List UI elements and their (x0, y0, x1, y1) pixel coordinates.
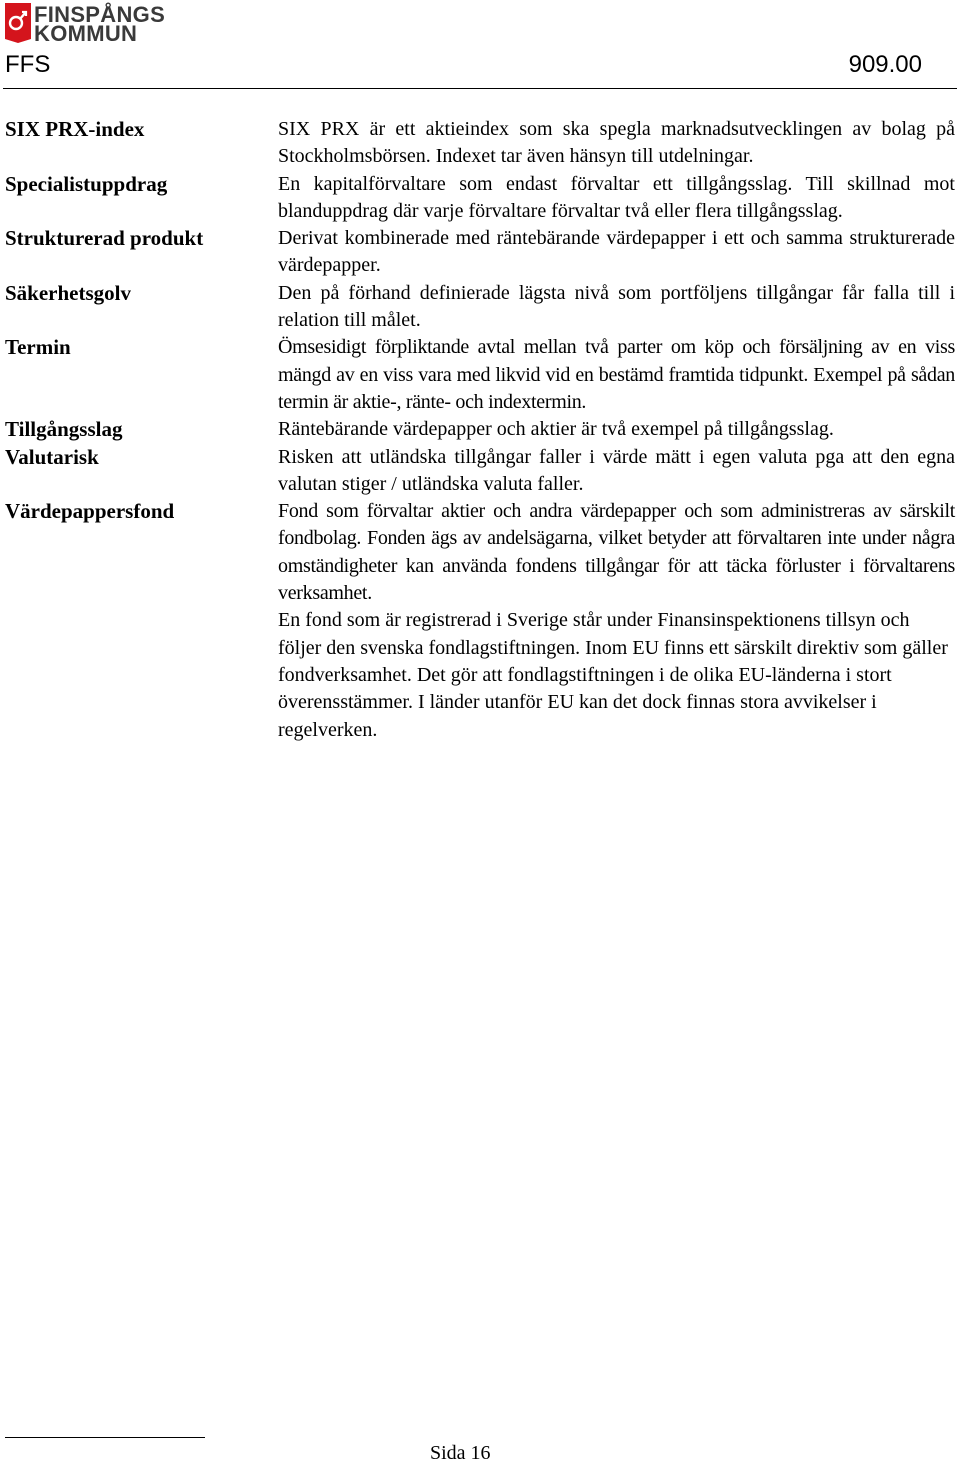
glossary-term: Valutarisk (5, 444, 99, 469)
logo-text-line1: FINSPÅNGS (34, 2, 166, 27)
glossary-entry (0, 171, 960, 226)
municipality-logo (5, 3, 175, 45)
definition-paragraph: Fond som förvaltar aktier och andra värdepapper och som administreras av särskilt fondbolag. Fonden ägs av andelsägarna, vilket betyder att förvaltaren inte under några omständigheter kan använda fondens tillgångar för att täcka förluster i förvaltarens verksamhet. (278, 500, 955, 605)
glossary-entry (0, 116, 960, 171)
definition-paragraph: Den på förhand definierade lägsta nivå som portföljens tillgångar får falla till i relation till målet. (278, 281, 955, 332)
definition-paragraph: En kapitalförvaltare som endast förvaltar ett tillgångsslag. Till skillnad mot blanduppdrag där varje förvaltare förvaltar två eller flera tillgångsslag. (278, 172, 955, 222)
page-number: Sida 16 (430, 1442, 491, 1464)
definition-paragraph: SIX PRX är ett aktieindex som ska spegla marknadsutvecklingen av bolag på Stockholmsbörsen. Indexet tar även hänsyn till utdelningar. (278, 118, 955, 168)
definition-paragraph: Räntebärande värdepapper och aktier är två exempel på tillgångsslag. (278, 418, 834, 441)
glossary-definition (278, 171, 955, 226)
definition-paragraph: Risken att utländska tillgångar faller i värde mätt i egen valuta pga att den egna valutan stiger / utländska valuta faller. (278, 445, 955, 495)
document-number: 909.00 (848, 51, 922, 78)
glossary-term: Strukturerad produkt (5, 226, 204, 251)
glossary-term: Specialistuppdrag (5, 171, 168, 196)
glossary-term: Termin (5, 335, 71, 360)
definition-paragraph: Ömsesidigt förpliktande avtal mellan två parter om köp och försäljning av en viss mängd av en viss vara med likvid vid en bestämd framtida tidpunkt. Exempel på sådan termin är aktie-, ränte- och indextermin. (278, 336, 955, 413)
glossary-entry (0, 334, 960, 416)
glossary-definition (278, 498, 955, 744)
glossary-term: SIX PRX-index (5, 117, 145, 141)
document-code: FFS (5, 51, 51, 78)
glossary-definition (278, 116, 955, 171)
glossary-definition (278, 444, 955, 499)
glossary-term: Värdepappersfond (5, 499, 175, 524)
glossary-definition (278, 280, 955, 335)
header-divider (3, 88, 957, 89)
footer-divider (5, 1437, 205, 1438)
glossary-entry (0, 280, 960, 335)
glossary-entry (0, 444, 960, 499)
glossary-entry (0, 498, 960, 744)
glossary-definition (278, 225, 955, 280)
glossary-term: Tillgångsslag (5, 417, 123, 442)
glossary-definition (278, 334, 955, 416)
definition-paragraph: Derivat kombinerade med räntebärande värdepapper i ett och samma strukturerade värdepapper. (278, 227, 955, 277)
coat-of-arms-icon (5, 3, 31, 43)
glossary-term: Säkerhetsgolv (5, 280, 131, 305)
glossary-list (0, 116, 960, 744)
glossary-entry (0, 225, 960, 280)
logo-text-line2: KOMMUN (34, 21, 138, 46)
glossary-entry (0, 416, 960, 443)
glossary-definition (278, 416, 955, 443)
definition-paragraph: En fond som är registrerad i Sverige står under Finansinspektionens tillsyn och följer den svenska fondlagstiftningen. Inom EU finns ett särskilt direktiv som gäller fondverksamhet. Det gör att fondlagstiftningen i de olika EU-länderna i stort överensstämmer. I länder utanför EU kan det dock finnas stora avvikelser i regelverken. (278, 609, 948, 741)
